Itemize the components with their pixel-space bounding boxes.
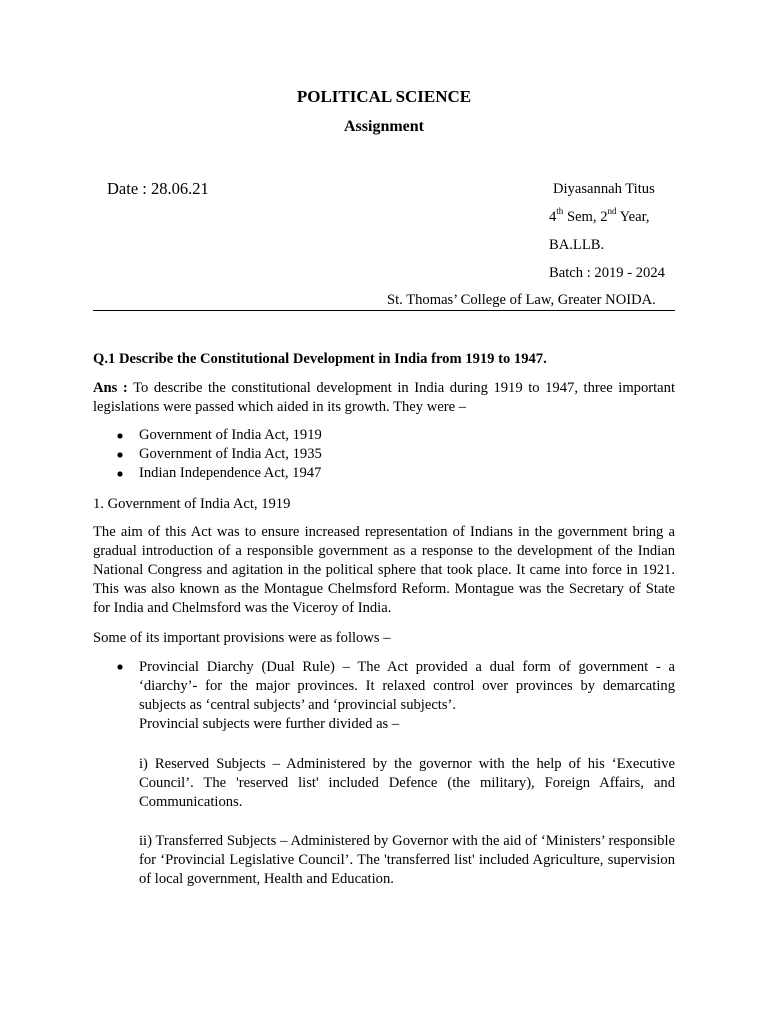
year-suffix: nd [607,206,617,217]
answer-paragraph [93,379,675,417]
semester-suffix: th [556,206,564,217]
document-title: POLITICAL SCIENCE [296,87,472,106]
list-item: Indian Independence Act, 1947 [139,465,322,481]
bullet-icon [116,432,124,440]
bullet-icon [116,451,124,459]
document-subtitle: Assignment [343,118,424,135]
semester-number: 4 [549,209,557,225]
batch-line: Batch : 2019 - 2024 [549,265,665,281]
reserved-subjects: i) Reserved Subjects – Administered by the governor with the help of his ‘Executive Council’. The 'reserved list' included Defence (the military), Foreign Affairs, and Communications. [139,756,675,810]
course-name: BA.LLB. [549,237,605,253]
semester-year [549,206,650,226]
transferred-subjects: ii) Transferred Subjects – Administered by Governor with the aid of ‘Ministers’ responsible for ‘Provincial Legislative Council’. The 'transferred list' included Agriculture, supervision of local government, Health and Education. [139,833,675,887]
bullet-icon [116,470,124,478]
provision-diarchy: Provincial Diarchy (Dual Rule) – The Act provided a dual form of government - a ‘diarchy’- for the major provinces. It relaxed control over provinces by demarcating subjects as ‘central subjects’ and ‘provincial subjects’. [139,659,675,713]
college-name: St. Thomas’ College of Law, Greater NOIDA. [387,292,656,308]
student-name: Diyasannah Titus [553,181,655,197]
provincial-divided: Provincial subjects were further divided as – [139,716,400,732]
semester-text: Sem, 2 [563,209,608,225]
date-line: Date : 28.06.21 [107,179,209,198]
section-heading: 1. Government of India Act, 1919 [93,496,291,512]
aim-paragraph: The aim of this Act was to ensure increased representation of Indians in the government bring a gradual introduction of a responsible government as a response to the development of the Indian National Congress and agitation in the political sphere that took place. It came into force in 1921. This was also known as the Montague Chelmsford Reform. Montague was the Secretary of State for India and Chelmsford was the Viceroy of India. [93,524,675,616]
header-divider [93,310,675,311]
list-item: Government of India Act, 1919 [139,427,322,443]
list-item: Government of India Act, 1935 [139,446,322,462]
bullet-icon [116,663,124,671]
question-heading: Q.1 Describe the Constitutional Development in India from 1919 to 1947. [93,351,547,367]
year-text: Year, [616,209,650,225]
provisions-intro: Some of its important provisions were as follows – [93,630,391,646]
answer-text: To describe the constitutional development in India during 1919 to 1947, three important legislations were passed which aided in its growth. They were – [93,380,676,415]
answer-label: Ans : [93,380,128,396]
